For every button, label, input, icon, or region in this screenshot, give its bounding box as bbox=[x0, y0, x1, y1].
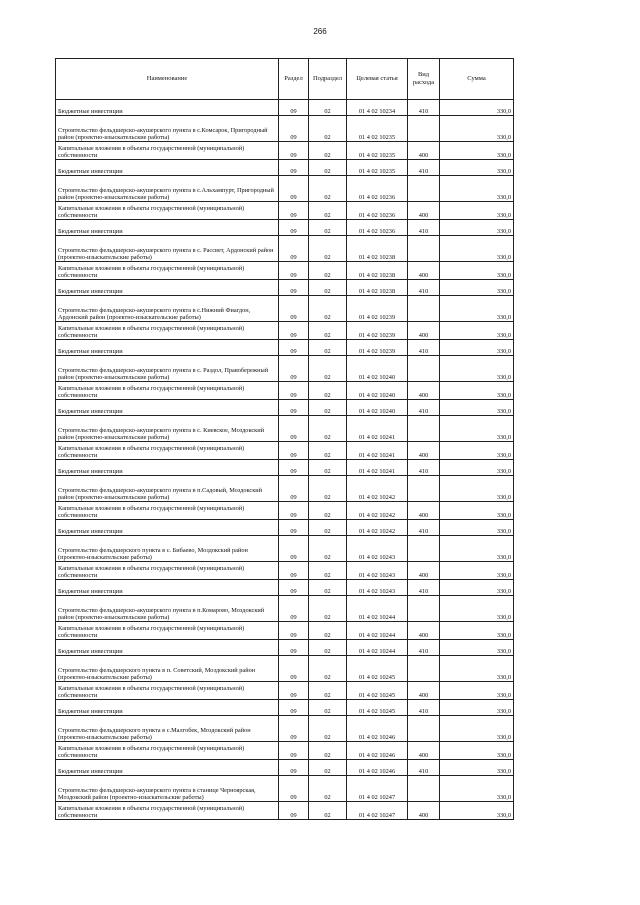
table-row bbox=[56, 322, 514, 340]
row-sum: 330,0 bbox=[440, 220, 514, 236]
row-target: 01 4 02 10246 bbox=[347, 716, 408, 742]
row-subsection: 02 bbox=[309, 700, 347, 716]
row-name: Бюджетные инвестиции bbox=[56, 520, 279, 536]
header-sum: Сумма bbox=[440, 59, 514, 100]
row-sum: 330,0 bbox=[440, 622, 514, 640]
row-target: 01 4 02 10235 bbox=[347, 142, 408, 160]
row-target: 01 4 02 10240 bbox=[347, 382, 408, 400]
row-name: Бюджетные инвестиции bbox=[56, 700, 279, 716]
row-name: Капитальные вложения в объекты государственной (муниципальной) собственности bbox=[56, 262, 279, 280]
table-row bbox=[56, 142, 514, 160]
table-row bbox=[56, 236, 514, 262]
row-name: Строительство фельдшерского пункта в с. Бибаево, Моздокский район (проектно-изыскательские работы) bbox=[56, 536, 279, 562]
row-sum: 330,0 bbox=[440, 202, 514, 220]
row-section: 09 bbox=[279, 296, 309, 322]
row-expense-type: 410 bbox=[408, 220, 440, 236]
row-sum: 330,0 bbox=[440, 160, 514, 176]
row-section: 09 bbox=[279, 160, 309, 176]
row-target: 01 4 02 10245 bbox=[347, 682, 408, 700]
row-target: 01 4 02 10242 bbox=[347, 502, 408, 520]
header-section: Раздел bbox=[279, 59, 309, 100]
row-expense-type: 400 bbox=[408, 142, 440, 160]
row-section: 09 bbox=[279, 640, 309, 656]
table-row bbox=[56, 596, 514, 622]
row-section: 09 bbox=[279, 656, 309, 682]
row-sum: 330,0 bbox=[440, 502, 514, 520]
row-expense-type bbox=[408, 536, 440, 562]
row-sum: 330,0 bbox=[440, 340, 514, 356]
row-expense-type bbox=[408, 416, 440, 442]
row-name: Строительство фельдшерско-акушерского пункта в с.Комсарок, Пригородный район (проектно-изыскательские работы) bbox=[56, 116, 279, 142]
row-target: 01 4 02 10236 bbox=[347, 202, 408, 220]
row-name: Строительство фельдшерско-акушерского пункта в с. Раздол, Правобережный район (проектно-изыскательские работы) bbox=[56, 356, 279, 382]
row-sum: 330,0 bbox=[440, 716, 514, 742]
row-name: Бюджетные инвестиции bbox=[56, 400, 279, 416]
row-sum: 330,0 bbox=[440, 416, 514, 442]
row-target: 01 4 02 10246 bbox=[347, 742, 408, 760]
row-target: 01 4 02 10238 bbox=[347, 262, 408, 280]
row-target: 01 4 02 10241 bbox=[347, 460, 408, 476]
row-expense-type: 410 bbox=[408, 640, 440, 656]
row-sum: 330,0 bbox=[440, 802, 514, 820]
row-expense-type: 410 bbox=[408, 340, 440, 356]
row-expense-type: 410 bbox=[408, 460, 440, 476]
table-row bbox=[56, 400, 514, 416]
row-expense-type: 400 bbox=[408, 262, 440, 280]
header-target: Целевая статья bbox=[347, 59, 408, 100]
page-number: 266 bbox=[313, 27, 327, 36]
row-name: Строительство фельдшерско-акушерского пункта в п.Садовый, Моздокский район (проектно-изыскательские работы) bbox=[56, 476, 279, 502]
row-subsection: 02 bbox=[309, 520, 347, 536]
header-expense-type: Вид расхода bbox=[408, 59, 440, 100]
row-target: 01 4 02 10247 bbox=[347, 776, 408, 802]
row-subsection: 02 bbox=[309, 176, 347, 202]
row-section: 09 bbox=[279, 262, 309, 280]
row-subsection: 02 bbox=[309, 442, 347, 460]
row-name: Строительство фельдшерско-акушерского пункта в с.Нижний Фиагдон, Ардонский район (проектно-изыскательские работы) bbox=[56, 296, 279, 322]
row-expense-type bbox=[408, 596, 440, 622]
row-name: Бюджетные инвестиции bbox=[56, 280, 279, 296]
row-target: 01 4 02 10242 bbox=[347, 476, 408, 502]
table-row bbox=[56, 776, 514, 802]
row-subsection: 02 bbox=[309, 202, 347, 220]
row-subsection: 02 bbox=[309, 502, 347, 520]
table-row bbox=[56, 502, 514, 520]
row-section: 09 bbox=[279, 100, 309, 116]
row-section: 09 bbox=[279, 502, 309, 520]
row-sum: 330,0 bbox=[440, 656, 514, 682]
row-name: Бюджетные инвестиции bbox=[56, 640, 279, 656]
row-target: 01 4 02 10247 bbox=[347, 802, 408, 820]
row-subsection: 02 bbox=[309, 656, 347, 682]
row-section: 09 bbox=[279, 536, 309, 562]
row-subsection: 02 bbox=[309, 536, 347, 562]
row-section: 09 bbox=[279, 220, 309, 236]
row-section: 09 bbox=[279, 700, 309, 716]
table-row bbox=[56, 802, 514, 820]
header-subsection: Подраздел bbox=[309, 59, 347, 100]
row-expense-type: 400 bbox=[408, 322, 440, 340]
row-target: 01 4 02 10241 bbox=[347, 442, 408, 460]
row-expense-type: 400 bbox=[408, 562, 440, 580]
row-section: 09 bbox=[279, 580, 309, 596]
row-subsection: 02 bbox=[309, 220, 347, 236]
budget-table bbox=[55, 58, 514, 820]
row-expense-type: 410 bbox=[408, 760, 440, 776]
row-sum: 330,0 bbox=[440, 142, 514, 160]
row-section: 09 bbox=[279, 142, 309, 160]
row-section: 09 bbox=[279, 356, 309, 382]
row-name: Бюджетные инвестиции bbox=[56, 460, 279, 476]
row-target: 01 4 02 10238 bbox=[347, 280, 408, 296]
row-subsection: 02 bbox=[309, 356, 347, 382]
row-name: Капитальные вложения в объекты государственной (муниципальной) собственности bbox=[56, 622, 279, 640]
row-sum: 330,0 bbox=[440, 562, 514, 580]
row-section: 09 bbox=[279, 760, 309, 776]
row-expense-type: 410 bbox=[408, 400, 440, 416]
row-name: Капитальные вложения в объекты государственной (муниципальной) собственности bbox=[56, 742, 279, 760]
row-expense-type: 410 bbox=[408, 100, 440, 116]
table-row bbox=[56, 700, 514, 716]
table-row bbox=[56, 682, 514, 700]
row-sum: 330,0 bbox=[440, 176, 514, 202]
row-target: 01 4 02 10235 bbox=[347, 160, 408, 176]
row-sum: 330,0 bbox=[440, 400, 514, 416]
table-row bbox=[56, 176, 514, 202]
row-expense-type: 400 bbox=[408, 622, 440, 640]
row-section: 09 bbox=[279, 596, 309, 622]
row-section: 09 bbox=[279, 176, 309, 202]
row-subsection: 02 bbox=[309, 802, 347, 820]
row-section: 09 bbox=[279, 116, 309, 142]
row-subsection: 02 bbox=[309, 742, 347, 760]
row-expense-type bbox=[408, 656, 440, 682]
row-sum: 330,0 bbox=[440, 776, 514, 802]
table-row bbox=[56, 760, 514, 776]
row-sum: 330,0 bbox=[440, 476, 514, 502]
row-target: 01 4 02 10244 bbox=[347, 596, 408, 622]
row-sum: 330,0 bbox=[440, 742, 514, 760]
row-expense-type: 400 bbox=[408, 802, 440, 820]
row-expense-type: 400 bbox=[408, 442, 440, 460]
row-subsection: 02 bbox=[309, 100, 347, 116]
row-target: 01 4 02 10236 bbox=[347, 176, 408, 202]
row-section: 09 bbox=[279, 382, 309, 400]
row-subsection: 02 bbox=[309, 760, 347, 776]
table-row bbox=[56, 416, 514, 442]
table-row bbox=[56, 742, 514, 760]
table-row bbox=[56, 716, 514, 742]
row-target: 01 4 02 10246 bbox=[347, 760, 408, 776]
row-name: Строительство фельдшерско-акушерского пункта в с. Рассвет, Ардонский район (проектно-изыскательские работы) bbox=[56, 236, 279, 262]
row-sum: 330,0 bbox=[440, 760, 514, 776]
row-subsection: 02 bbox=[309, 280, 347, 296]
table-row bbox=[56, 280, 514, 296]
row-subsection: 02 bbox=[309, 116, 347, 142]
row-section: 09 bbox=[279, 340, 309, 356]
table-header-row bbox=[56, 59, 514, 100]
row-name: Капитальные вложения в объекты государственной (муниципальной) собственности bbox=[56, 382, 279, 400]
row-section: 09 bbox=[279, 280, 309, 296]
row-subsection: 02 bbox=[309, 596, 347, 622]
row-section: 09 bbox=[279, 520, 309, 536]
row-sum: 330,0 bbox=[440, 262, 514, 280]
row-expense-type: 400 bbox=[408, 202, 440, 220]
row-target: 01 4 02 10238 bbox=[347, 236, 408, 262]
table-row bbox=[56, 442, 514, 460]
row-target: 01 4 02 10241 bbox=[347, 416, 408, 442]
row-name: Строительство фельдшерско-акушерского пункта в с.Альхампурт, Пригородный район (проектно-изыскательские работы) bbox=[56, 176, 279, 202]
row-expense-type bbox=[408, 236, 440, 262]
row-expense-type bbox=[408, 296, 440, 322]
row-section: 09 bbox=[279, 562, 309, 580]
row-section: 09 bbox=[279, 682, 309, 700]
row-sum: 330,0 bbox=[440, 322, 514, 340]
row-target: 01 4 02 10239 bbox=[347, 296, 408, 322]
row-expense-type: 400 bbox=[408, 382, 440, 400]
row-target: 01 4 02 10243 bbox=[347, 580, 408, 596]
row-sum: 330,0 bbox=[440, 580, 514, 596]
row-section: 09 bbox=[279, 400, 309, 416]
row-name: Бюджетные инвестиции bbox=[56, 160, 279, 176]
row-target: 01 4 02 10240 bbox=[347, 356, 408, 382]
row-expense-type bbox=[408, 776, 440, 802]
row-expense-type: 400 bbox=[408, 502, 440, 520]
row-sum: 330,0 bbox=[440, 356, 514, 382]
table-row bbox=[56, 622, 514, 640]
row-section: 09 bbox=[279, 716, 309, 742]
row-expense-type: 410 bbox=[408, 160, 440, 176]
row-expense-type bbox=[408, 176, 440, 202]
row-expense-type bbox=[408, 476, 440, 502]
row-target: 01 4 02 10234 bbox=[347, 100, 408, 116]
row-name: Бюджетные инвестиции bbox=[56, 580, 279, 596]
row-name: Капитальные вложения в объекты государственной (муниципальной) собственности bbox=[56, 322, 279, 340]
row-name: Капитальные вложения в объекты государственной (муниципальной) собственности bbox=[56, 142, 279, 160]
row-name: Бюджетные инвестиции bbox=[56, 100, 279, 116]
row-sum: 330,0 bbox=[440, 116, 514, 142]
row-subsection: 02 bbox=[309, 716, 347, 742]
row-section: 09 bbox=[279, 442, 309, 460]
row-section: 09 bbox=[279, 416, 309, 442]
table-row bbox=[56, 160, 514, 176]
table-row bbox=[56, 356, 514, 382]
row-expense-type bbox=[408, 716, 440, 742]
row-section: 09 bbox=[279, 460, 309, 476]
row-name: Капитальные вложения в объекты государственной (муниципальной) собственности bbox=[56, 502, 279, 520]
row-expense-type bbox=[408, 356, 440, 382]
row-subsection: 02 bbox=[309, 476, 347, 502]
row-section: 09 bbox=[279, 776, 309, 802]
table-row bbox=[56, 202, 514, 220]
row-target: 01 4 02 10235 bbox=[347, 116, 408, 142]
row-subsection: 02 bbox=[309, 460, 347, 476]
table-row bbox=[56, 116, 514, 142]
row-section: 09 bbox=[279, 202, 309, 220]
table-row bbox=[56, 520, 514, 536]
row-sum: 330,0 bbox=[440, 382, 514, 400]
row-target: 01 4 02 10242 bbox=[347, 520, 408, 536]
row-sum: 330,0 bbox=[440, 280, 514, 296]
row-name: Капитальные вложения в объекты государственной (муниципальной) собственности bbox=[56, 682, 279, 700]
row-subsection: 02 bbox=[309, 340, 347, 356]
row-sum: 330,0 bbox=[440, 700, 514, 716]
row-section: 09 bbox=[279, 742, 309, 760]
table-row bbox=[56, 340, 514, 356]
row-sum: 330,0 bbox=[440, 640, 514, 656]
row-sum: 330,0 bbox=[440, 536, 514, 562]
row-subsection: 02 bbox=[309, 416, 347, 442]
row-section: 09 bbox=[279, 802, 309, 820]
row-subsection: 02 bbox=[309, 580, 347, 596]
row-name: Капитальные вложения в объекты государственной (муниципальной) собственности bbox=[56, 442, 279, 460]
row-sum: 330,0 bbox=[440, 460, 514, 476]
row-section: 09 bbox=[279, 322, 309, 340]
row-subsection: 02 bbox=[309, 322, 347, 340]
row-sum: 330,0 bbox=[440, 100, 514, 116]
row-name: Строительство фельдшерско-акушерского пункта в п.Комарово, Моздокский район (проектно-изыскательские работы) bbox=[56, 596, 279, 622]
row-target: 01 4 02 10239 bbox=[347, 322, 408, 340]
row-sum: 330,0 bbox=[440, 236, 514, 262]
table-row bbox=[56, 262, 514, 280]
row-sum: 330,0 bbox=[440, 596, 514, 622]
row-expense-type: 410 bbox=[408, 280, 440, 296]
row-name: Строительство фельдшерского пункта в с.Малгобек, Моздокский район (проектно-изыскательские работы) bbox=[56, 716, 279, 742]
row-target: 01 4 02 10244 bbox=[347, 640, 408, 656]
table-row bbox=[56, 100, 514, 116]
table-row bbox=[56, 656, 514, 682]
row-expense-type bbox=[408, 116, 440, 142]
row-target: 01 4 02 10245 bbox=[347, 656, 408, 682]
table-row bbox=[56, 476, 514, 502]
row-name: Бюджетные инвестиции bbox=[56, 760, 279, 776]
row-section: 09 bbox=[279, 622, 309, 640]
table-row bbox=[56, 382, 514, 400]
row-subsection: 02 bbox=[309, 236, 347, 262]
row-name: Бюджетные инвестиции bbox=[56, 220, 279, 236]
table-row bbox=[56, 562, 514, 580]
row-sum: 330,0 bbox=[440, 682, 514, 700]
table-row bbox=[56, 580, 514, 596]
row-expense-type: 410 bbox=[408, 520, 440, 536]
row-subsection: 02 bbox=[309, 562, 347, 580]
row-sum: 330,0 bbox=[440, 520, 514, 536]
row-subsection: 02 bbox=[309, 640, 347, 656]
table-row bbox=[56, 460, 514, 476]
row-subsection: 02 bbox=[309, 262, 347, 280]
table-row bbox=[56, 220, 514, 236]
row-subsection: 02 bbox=[309, 382, 347, 400]
row-name: Бюджетные инвестиции bbox=[56, 340, 279, 356]
row-target: 01 4 02 10240 bbox=[347, 400, 408, 416]
row-subsection: 02 bbox=[309, 682, 347, 700]
row-expense-type: 400 bbox=[408, 742, 440, 760]
row-name: Строительство фельдшерского пункта в п. Советский, Моздокский район (проектно-изыскательские работы) bbox=[56, 656, 279, 682]
table-row bbox=[56, 296, 514, 322]
row-subsection: 02 bbox=[309, 160, 347, 176]
row-target: 01 4 02 10245 bbox=[347, 700, 408, 716]
row-target: 01 4 02 10244 bbox=[347, 622, 408, 640]
row-expense-type: 410 bbox=[408, 700, 440, 716]
row-target: 01 4 02 10243 bbox=[347, 562, 408, 580]
row-name: Капитальные вложения в объекты государственной (муниципальной) собственности bbox=[56, 202, 279, 220]
table-row bbox=[56, 536, 514, 562]
row-subsection: 02 bbox=[309, 296, 347, 322]
row-name: Строительство фельдшерско-акушерского пункта в станице Черноярская, Моздокский район (проектно-изыскательские работы) bbox=[56, 776, 279, 802]
row-name: Капитальные вложения в объекты государственной (муниципальной) собственности bbox=[56, 802, 279, 820]
row-subsection: 02 bbox=[309, 400, 347, 416]
row-subsection: 02 bbox=[309, 622, 347, 640]
row-target: 01 4 02 10236 bbox=[347, 220, 408, 236]
row-target: 01 4 02 10243 bbox=[347, 536, 408, 562]
row-expense-type: 400 bbox=[408, 682, 440, 700]
row-expense-type: 410 bbox=[408, 580, 440, 596]
row-name: Строительство фельдшерско-акушерского пункта в с. Киевское, Моздокский район (проектно-изыскательские работы) bbox=[56, 416, 279, 442]
table-row bbox=[56, 640, 514, 656]
row-subsection: 02 bbox=[309, 776, 347, 802]
row-sum: 330,0 bbox=[440, 442, 514, 460]
row-section: 09 bbox=[279, 236, 309, 262]
row-subsection: 02 bbox=[309, 142, 347, 160]
header-name: Наименование bbox=[56, 59, 279, 100]
row-section: 09 bbox=[279, 476, 309, 502]
row-sum: 330,0 bbox=[440, 296, 514, 322]
row-target: 01 4 02 10239 bbox=[347, 340, 408, 356]
row-name: Капитальные вложения в объекты государственной (муниципальной) собственности bbox=[56, 562, 279, 580]
